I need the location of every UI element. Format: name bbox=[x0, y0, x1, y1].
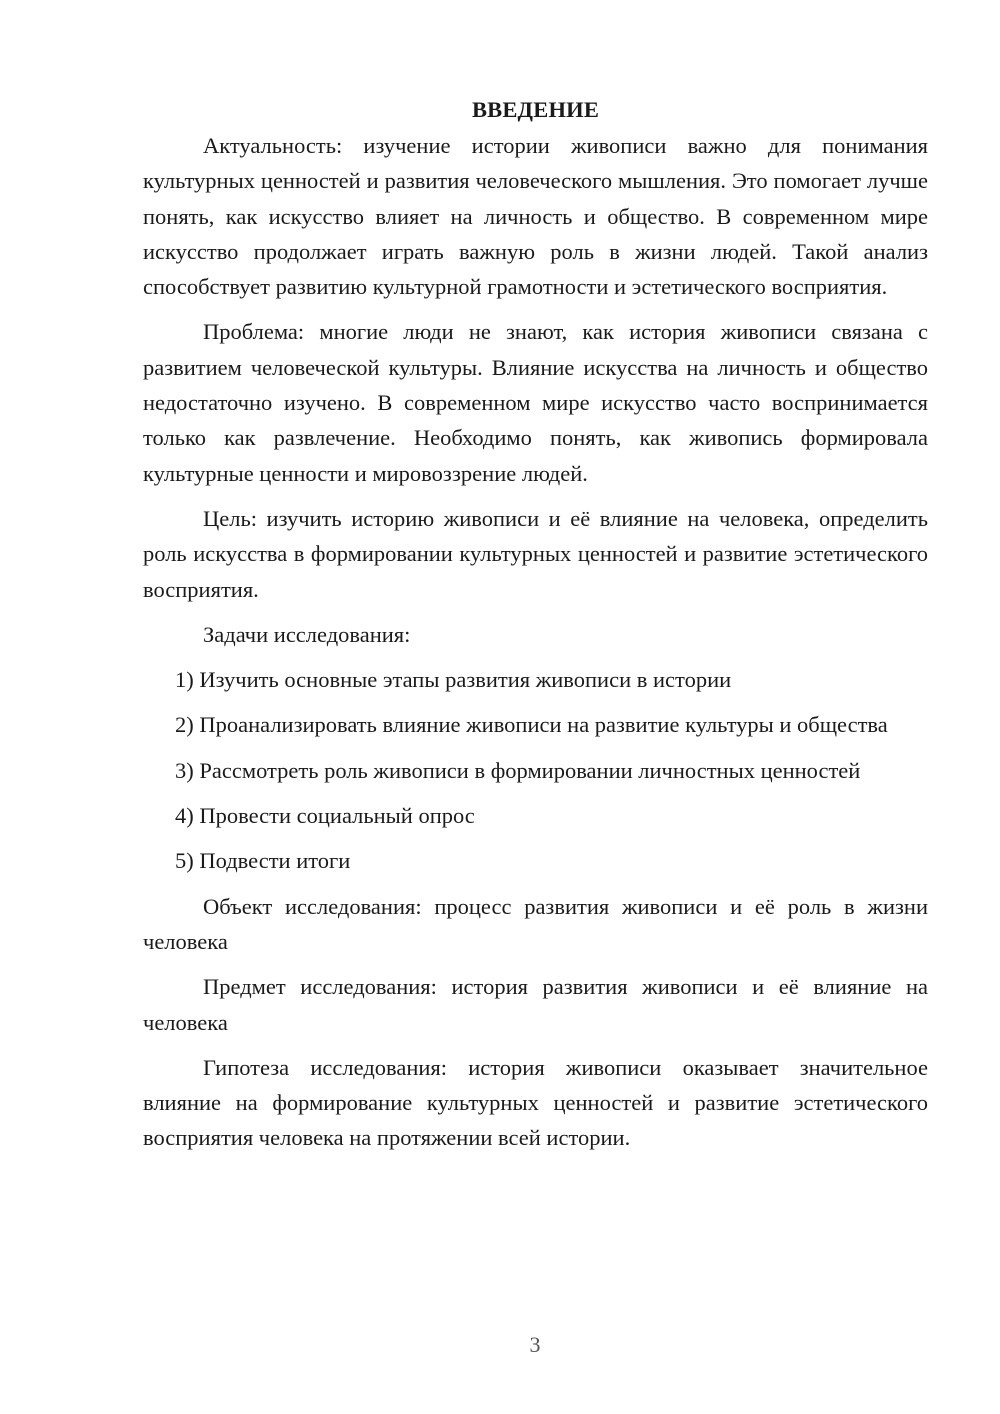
task-item-1: 1) Изучить основные этапы развития живописи в истории bbox=[175, 667, 732, 693]
subject-paragraph: Предмет исследования: история развития живописи и её влияние на человека bbox=[143, 974, 928, 1035]
page-content bbox=[143, 92, 928, 1156]
task-item-2: 2) Проанализировать влияние живописи на развитие культуры и общества bbox=[175, 712, 888, 738]
task-item-3: 3) Рассмотреть роль живописи в формировании личностных ценностей bbox=[175, 757, 861, 783]
task-item-5: 5) Подвести итоги bbox=[175, 848, 351, 874]
goal-paragraph: Цель: изучить историю живописи и её влияние на человека, определить роль искусства в формировании культурных ценностей и развитие эстетического восприятия. bbox=[143, 505, 928, 602]
relevance-paragraph: Актуальность: изучение истории живописи важно для понимания культурных ценностей и развития человеческого мышления. Это помогает лучше понять, как искусство влияет на личность и общество. В современном мире искусство продолжает играть важную роль в жизни людей. Такой анализ способствует развитию культурной грамотности и эстетического восприятия. bbox=[143, 133, 928, 300]
object-paragraph: Объект исследования: процесс развития живописи и её роль в жизни человека bbox=[143, 893, 928, 954]
page-number: 3 bbox=[529, 1332, 541, 1357]
problem-paragraph: Проблема: многие люди не знают, как история живописи связана с развитием человеческой культуры. Влияние искусства на личность и общество недостаточно изучено. В современном мире искусство часто воспринимается только как развлечение. Необходимо понять, как живопись формировала культурные ценности и мировоззрение людей. bbox=[143, 319, 928, 486]
section-title: ВВЕДЕНИЕ bbox=[471, 97, 600, 122]
tasks-heading: Задачи исследования: bbox=[203, 621, 411, 647]
hypothesis-paragraph: Гипотеза исследования: история живописи оказывает значительное влияние на формирование культурных ценностей и развитие эстетического восприятия человека на протяжении всей истории. bbox=[143, 1054, 928, 1151]
task-item-4: 4) Провести социальный опрос bbox=[175, 803, 475, 829]
